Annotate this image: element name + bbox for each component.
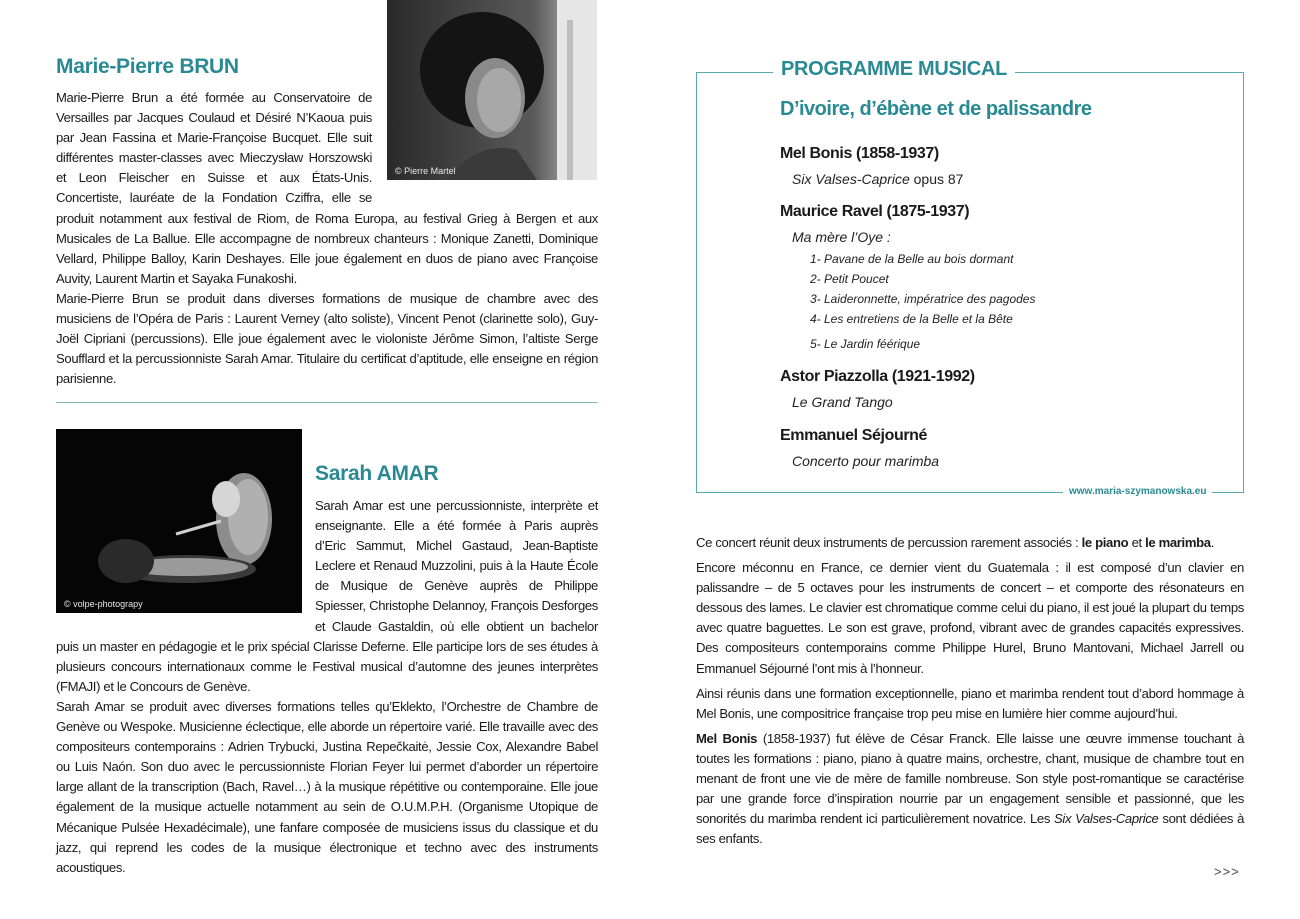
marie-pierre-bio: [56, 88, 598, 389]
work-ravel: Ma mère l’Oye :: [792, 229, 891, 245]
composer-sejourne: Emmanuel Séjourné: [780, 427, 928, 444]
marie-pierre-name: Marie-Pierre BRUN: [56, 55, 239, 78]
composer-bonis: Mel Bonis (1858-1937): [780, 145, 939, 162]
piano-bold: le piano: [1081, 535, 1129, 550]
sarah-amar-bio-p1: Sarah Amar est une percussionniste, interprète et enseignante. Elle a été formée à Paris auprès d’Eric Sammut, Michel Gastaud, Jean-Baptiste Leclere et Renaud Muzzolini, puis à la Haute École de Musique de Genève auprès de Philippe Spiesser, Christophe Delannoy, François Desforges et Claude Gastaldin, où elle obtient un bachelor puis un master en pédagogie et le prix spécial Clarisse Deferne. Elle participe lors de ses études à plusieurs concours internationaux comme le Festival musical d’automne des jeunes interprètes (FMAJI) et le Concours de Genève.: [56, 498, 598, 694]
sarah-amar-bio-p2: Sarah Amar se produit avec diverses formations telles qu’Eklekto, l’Orchestre de Chambre de Genève ou Wespoke. Musicienne éclectique, elle aborde un répertoire varié. Elle travaille avec des compositeurs contemporains : Adrien Trybucki, Justina Repečkaitė, Jessie Cox, Alexandre Babel ou Luis Naón. Son duo avec le percussionniste Florian Feyer lui permet d’aborder un répertoire large allant de la transcription (Bach, Ravel…) à la musique répétitive ou contemporaine. Elle joue également de la musique actuelle notamment au sein de O.U.M.P.H. (Organisme Utopique de Mécanique Pulsée Hexadécimale), une fanfare composée de musiciens issus du classique et du jazz, qui reprend les codes de la musique électronique et techno avec des instruments acoustiques.: [56, 698, 598, 875]
marimba-paragraph: Encore méconnu en France, ce dernier vient du Guatemala : il est composé d’un clavier en palissandre – de 5 octaves pour les instruments de concert – et comporte des résonateurs en dessous des lames. Le clavier est chromatique comme celui du piano, il est joué la plupart du temps avec quatre baguettes. Le son est grave, profond, vibrant avec de grandes capacités expressives. Des compositeurs contemporains comme Philippe Hurel, Bruno Mantovani, Michael Jarrell ou Emmanuel Séjourné l’ont mis à l’honneur.: [696, 560, 1244, 676]
programme-box: [696, 72, 1244, 493]
intro-text: Ce concert réunit deux instruments de percussion rarement associés :: [696, 535, 1082, 550]
work-sejourne: Concerto pour marimba: [792, 453, 940, 469]
work-piazzolla: Le Grand Tango: [792, 394, 893, 410]
programme-title: PROGRAMME MUSICAL: [773, 58, 1015, 81]
movement-1: 1- Pavane de la Belle au bois dormant: [810, 252, 1014, 266]
composer-ravel: Maurice Ravel (1875-1937): [780, 203, 970, 220]
marie-pierre-bio-p1: Marie-Pierre Brun a été formée au Conservatoire de Versailles par Jacques Coulaud et Désiré N’Kaoua puis par Jean Fassina et Marie-Françoise Bucquet. Elle suit différentes master-classes avec Mieczysław Horszowski et Leon Fleischer en Suisse et aux États-Unis. Concertiste, lauréate de la Fondation Cziffra, elle se produit notamment aux festival de Riom, de Roma Europa, au festival Grieg à Bergen et aux Musicales de La Ballue. Elle accompagne de nombreux chanteurs : Monique Zanetti, Dominique Vellard, Philippe Balloy, Karin Deshayes. Elle joue également en duos de piano avec Françoise Auvity, Laurent Martin et Sayaka Funakoshi.: [56, 90, 598, 286]
programme-subtitle: D’ivoire, d’ébène et de palissandre: [780, 98, 1092, 120]
work-opus: opus 87: [909, 171, 964, 187]
composer-piazzolla: Astor Piazzolla (1921-1992): [780, 368, 975, 385]
bonis-text-end: sont dédiées à ses enfants.: [696, 811, 1244, 847]
sarah-amar-bio: [56, 496, 598, 878]
bonis-text: (1858-1937) fut élève de César Franck. Elle laisse une œuvre immense touchant à toutes les formations : piano, piano à quatre mains, orchestre, chant, musique de chambre tout en menant de front une vie de mère de famille nombreuse. Son style post-romantique se caractérise par une grande force d’inspiration nourrie par un engagement sensible et passionné, que les sonorités du marimba rendent ici particulièrement novatrice. Les: [696, 730, 1244, 827]
intro-paragraph: [696, 533, 1244, 553]
work-bonis: [792, 171, 963, 187]
website-link[interactable]: www.maria-szymanowska.eu: [1063, 486, 1212, 497]
photo-float-spacer: [372, 88, 598, 190]
movement-5: 5- Le Jardin féérique: [810, 337, 921, 351]
photo-float-spacer: [56, 496, 315, 634]
intro-and: et: [1128, 535, 1146, 550]
homage-paragraph: Ainsi réunis dans une formation exceptionnelle, piano et marimba rendent tout d’abord hommage à Mel Bonis, une compositrice française trop peu mise en lumière hier comme aujourd’hui.: [696, 685, 1244, 721]
movement-3: 3- Laideronnette, impératrice des pagodes: [810, 292, 1036, 306]
work-title: Six Valses-Caprice: [792, 171, 910, 187]
movement-2: 2- Petit Poucet: [810, 272, 889, 286]
section-divider: [56, 402, 598, 403]
bonis-work-italic: Six Valses-Caprice: [1054, 811, 1159, 827]
next-page-indicator[interactable]: >>>: [1214, 864, 1240, 879]
bonis-paragraph: [696, 729, 1244, 850]
marimba-bold: le marimba: [1145, 535, 1211, 550]
marie-pierre-bio-p2: Marie-Pierre Brun se produit dans diverses formations de musique de chambre avec des musiciens de l’Opéra de Paris : Laurent Verney (alto soliste), Vincent Penot (clarinette solo), Guy-Joël Cipriani (percussions). Elle joue également avec le violoniste Jérôme Simon, l’altiste Serge Soufflard et la percussionniste Sarah Amar. Titulaire du certificat d’aptitude, elle enseigne en région parisienne.: [56, 290, 598, 387]
concert-description: [696, 533, 1244, 854]
photo-credit: © volpe-photograpy: [64, 599, 143, 609]
intro-end: .: [1210, 535, 1215, 550]
sarah-amar-name: Sarah AMAR: [315, 462, 439, 485]
bonis-bold: Mel Bonis: [696, 730, 758, 746]
photo-credit: © Pierre Martel: [395, 166, 456, 176]
movement-4: 4- Les entretiens de la Belle et la Bête: [810, 312, 1013, 326]
